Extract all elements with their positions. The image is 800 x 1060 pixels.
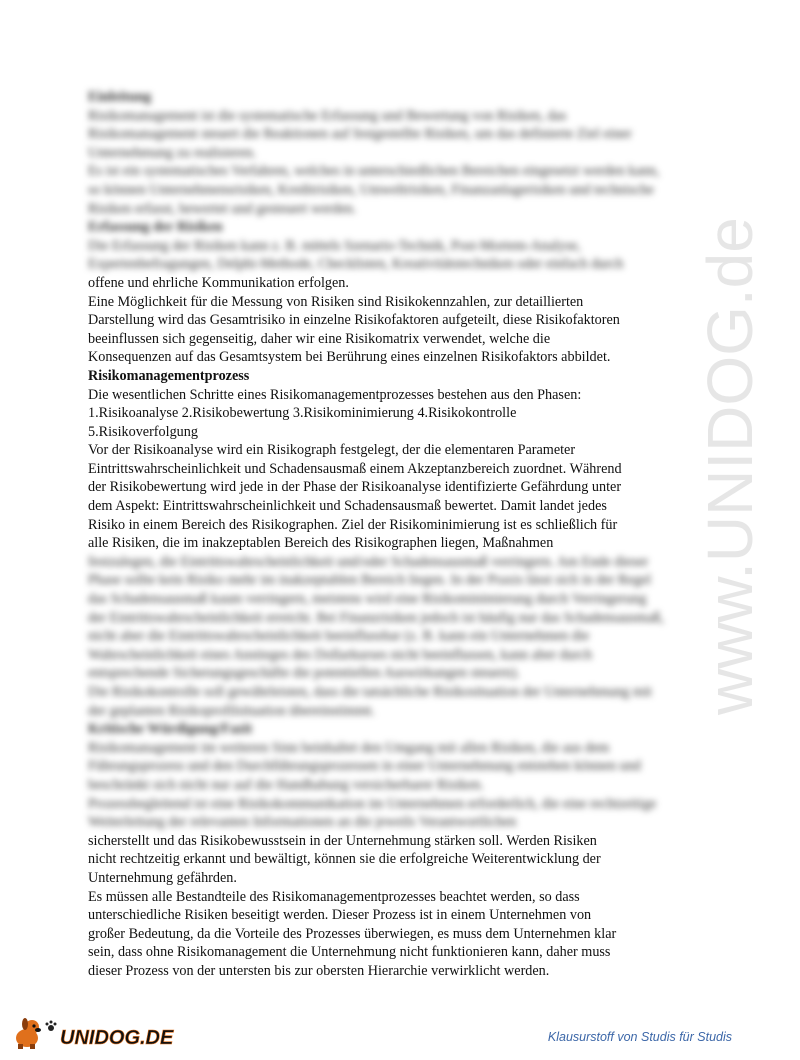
- text-line: sicherstellt und das Risikobewusstsein in der Unternehmung stärken soll. Werden Risiken: [88, 832, 597, 849]
- footer-tagline: Klausurstoff von Studis für Studis: [547, 1030, 732, 1044]
- watermark: [640, 217, 800, 730]
- text-line: unterschiedliche Risiken beseitigt werden. Dieser Prozess ist in einem Unternehmen von: [88, 907, 592, 924]
- unidog-logo: [10, 1016, 174, 1050]
- text-line: großer Bedeutung, da die Vorteile des Prozesses überwiegen, es muss dem Unternehmen klar: [88, 925, 617, 942]
- paw-icon: [46, 1021, 57, 1032]
- blurred-section-middle: [88, 553, 668, 832]
- text-line: beeinflussen sich gegenseitig, daher wir eine Risikomatrix verwendet, welche die: [88, 330, 551, 347]
- text-line: Darstellung wird das Gesamtrisiko in einzelne Risikofaktoren aufgeteilt, diese Risikofaktoren: [88, 312, 620, 329]
- text-line: Eine Möglichkeit für die Messung von Risiken sind Risikokennzahlen, zur detaillierten: [88, 293, 584, 310]
- text-line: Vor der Risikoanalyse wird ein Risikograph festgelegt, der die elementaren Parameter: [88, 442, 576, 459]
- heading-einleitung: Einleitung: [88, 89, 152, 105]
- text-line: Eintrittswahrscheinlichkeit und Schadensausmaß einem Akzeptanzbereich zuordnet. Während: [88, 460, 622, 477]
- text-line: Es müssen alle Bestandteile des Risikomanagementprozesses beachtet werden, so dass: [88, 888, 580, 905]
- paragraph-fazit-2: Prozessbegleitend ist eine Risikokommunikation im Unternehmen erforderlich, die eine rechtzeitige Weiterleitung der relevanten Informationen an die jeweils Verantwortlichen: [88, 795, 657, 831]
- text-line: nicht rechtzeitig erkannt und bewältigt, können sie die erfolgreiche Weiterentwicklung der: [88, 851, 601, 868]
- text-line: Die wesentlichen Schritte eines Risikomanagementprozesses bestehen aus den Phasen:: [88, 386, 582, 403]
- text-line: alle Risiken, die im inakzeptablen Bereich des Risikographen liegen, Maßnahmen: [88, 535, 554, 552]
- paragraph-intro-1: Risikomanagement ist die systematische Erfassung und Bewertung von Risiken, das Risikomanagement steuert die Reaktionen auf festgestellte Risiken, um das definierte Ziel einer Unternehmung zu realisieren.: [88, 107, 632, 161]
- heading-erfassung: Erfassung der Risiken: [88, 219, 223, 236]
- dog-icon: [16, 1018, 41, 1049]
- paragraph-erfassung: Die Erfassung der Risiken kann z. B. mittels Szenario-Technik, Post-Mortem-Analyse, Expertenbefragungen, Delphi-Methode, Checklisten, Kreativitätstechniken oder einfach durch: [88, 237, 624, 273]
- clear-section-2: [88, 832, 668, 981]
- text-line: offene und ehrliche Kommunikation erfolgen.: [88, 274, 349, 291]
- text-line: dieser Prozess von der untersten bis zur obersten Hierarchie verwirklicht werden.: [88, 962, 550, 979]
- watermark-text: www.UNIDOG.de: [694, 217, 766, 715]
- document-body: [88, 88, 668, 981]
- text-line: 5.Risikoverfolgung: [88, 423, 198, 440]
- text-line: sein, dass ohne Risikomanagement die Unternehmung nicht funktionieren kann, daher muss: [88, 944, 611, 961]
- logo-text: UNIDOG.DE: [60, 1027, 174, 1049]
- paragraph-fazit-1: Risikomanagement im weiteren Sinn beinhaltet den Umgang mit allen Risiken, die aus dem Führungsprozess und den Durchführungsprozessen in einer Unternehmung entstehen können und beschränkt sich nicht nur auf die Handhabung versicherbarer Risiken.: [88, 739, 641, 793]
- paragraph-minimierung: festzulegen, die Eintrittswahrscheinlichkeit und/oder Schadensausmaß verringern. Am Ende dieser Phase sollte kein Risiko mehr im inakzeptablen Bereich liegen. In der Praxis lässt sich in der Regel das Schadensausmaß kaum verringern, meistens wird eine Risikominimierung durch Verringerung der Eintrittswahrscheinlichkeit erreicht. Bei Finanzrisiken jedoch ist häufig nur das Schadensausmaß, nicht aber die Eintrittswahrscheinlichkeit beeinflussbar (z. B. kann ein Unternehmen die Wahrscheinlichkeit eines Anstieges des Dollarkurses nicht beeinflussen, kann aber durch entsprechende Sicherungsgeschäfte die potentiellen Auswirkungen steuern).: [88, 553, 665, 682]
- text-line: Risiko in einem Bereich des Risikographen. Ziel der Risikominimierung ist es schließlich für: [88, 516, 618, 533]
- text-line: der Risikobewertung wird jede in der Phase der Risikoanalyse identifizierte Gefährdung unter: [88, 479, 622, 496]
- text-line: Unternehmung gefährden.: [88, 869, 237, 886]
- watermark-graphic: [640, 217, 800, 730]
- paragraph-intro-2: Es ist ein systematisches Verfahren, welches in unterschiedlichen Bereichen eingesetzt werden kann, so können Unternehmensrisiken, Kreditrisiken, Umweltrisiken, Finanzanlagerisiken und technische Risiken erfasst, bewertet und gesteuert werden.: [88, 163, 660, 217]
- heading-fazit: Kritische Würdigung/Fazit: [88, 721, 253, 738]
- text-line: Konsequenzen auf das Gesamtsystem bei Berührung eines einzelnen Risikofaktors abbildet.: [88, 349, 611, 366]
- blurred-section-top: [88, 88, 668, 274]
- clear-section-1: [88, 274, 668, 553]
- text-line: dem Aspekt: Eintrittswahrscheinlichkeit und Schadensausmaß bewertet. Damit landet jedes: [88, 498, 607, 515]
- paragraph-kontrolle: Die Risikokontrolle soll gewährleisten, dass die tatsächliche Risikosituation der Unternehmung mit der geplanten Risikoprofilsituation übereinstimmt.: [88, 684, 652, 719]
- text-line: 1.Risikoanalyse 2.Risikobewertung 3.Risikominimierung 4.Risikokontrolle: [88, 405, 517, 422]
- heading-risikomanagementprozess: Risikomanagementprozess: [88, 367, 250, 384]
